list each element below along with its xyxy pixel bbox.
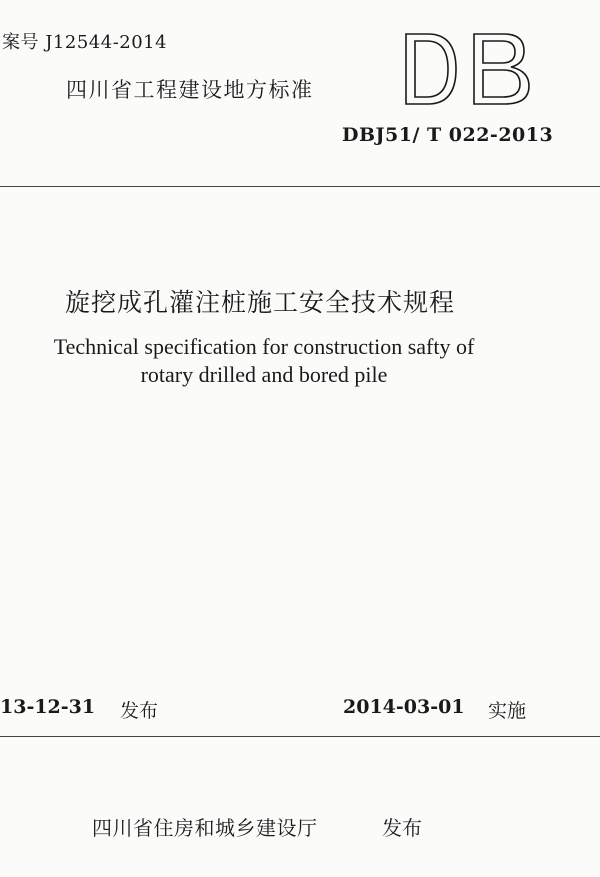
document-title-chinese: 旋挖成孔灌注桩施工安全技术规程 [64, 288, 455, 317]
issuing-authority-label: 发布 [382, 816, 422, 840]
issuing-authority: 四川省住房和城乡建设厅 [92, 816, 318, 840]
issue-date: 13-12-31 [0, 696, 96, 718]
effective-label: 实施 [488, 700, 527, 722]
issue-label: 发布 [120, 700, 159, 722]
document-title-english-line2: rotary drilled and bored pile [140, 362, 388, 387]
standard-code: DBJ51/ T 022-2013 [342, 124, 554, 146]
effective-date: 2014-03-01 [343, 696, 465, 718]
db-logo [398, 28, 538, 110]
bottom-divider [0, 736, 600, 737]
top-divider [0, 186, 600, 187]
filing-number: 案号 J12544-2014 [2, 32, 168, 53]
document-title-english-line1: Technical specification for construction safty of [53, 334, 475, 359]
standard-category: 四川省工程建设地方标准 [66, 78, 314, 102]
